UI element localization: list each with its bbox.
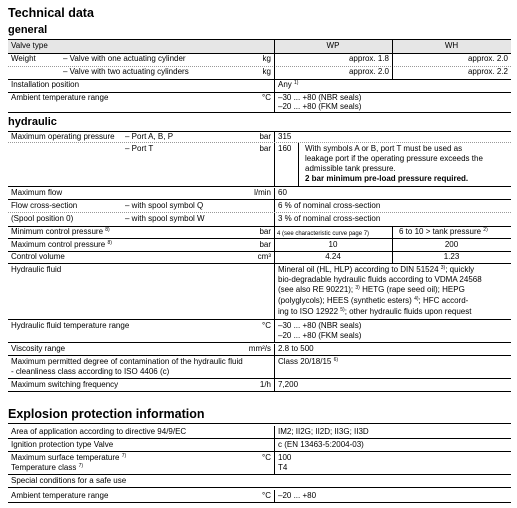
max-op-pressure-row-t: [8, 143, 511, 187]
ignition-value: c (EN 13463-5:2004-03): [278, 440, 364, 449]
port-t-label: – Port T: [125, 144, 154, 153]
viscosity-row: [8, 344, 511, 356]
footnote-ref: 8): [105, 227, 110, 233]
pressure-abp-value: 315: [278, 132, 292, 141]
area-application-row: [8, 426, 511, 439]
max-flow-label: Maximum flow: [11, 188, 63, 197]
explosion-ambient-label: Ambient temperature range: [11, 491, 109, 500]
unit-deg-c: °C: [262, 491, 271, 500]
port-abp-label: – Port A, B, P: [125, 132, 174, 141]
viscosity-value: 2.8 to 500: [278, 344, 314, 353]
unit-deg-c: °C: [262, 321, 271, 330]
spool-w-value: 3 % of nominal cross-section: [278, 214, 381, 223]
switching-frequency-row: [8, 379, 511, 392]
weight-wp-one: approx. 1.8: [348, 54, 389, 63]
control-volume-wp: 4.24: [325, 252, 341, 261]
unit-bar: bar: [259, 132, 271, 141]
fluid-line-3: (see also RE 90221);: [278, 285, 354, 294]
max-control-wh: 200: [444, 240, 459, 249]
col-wp: WP: [326, 41, 340, 50]
fluid-line-5b: ; other hydraulic fluids upon request: [344, 307, 472, 316]
explosion-heading: Explosion protection information: [8, 407, 511, 424]
unit-bar: bar: [259, 227, 271, 236]
installation-label: Installation position: [11, 80, 80, 89]
special-conditions-row: [8, 475, 511, 488]
footnote-ref: 5): [340, 307, 345, 313]
spool-q-value: 6 % of nominal cross-section: [278, 201, 381, 210]
control-volume-wh: 1.23: [443, 252, 460, 261]
unit-kg: kg: [262, 54, 271, 63]
max-flow-row: [8, 188, 511, 200]
surface-temp-value: 100: [278, 453, 292, 462]
footnote-ref: 4): [414, 296, 419, 302]
port-t-note-2: leakage port if the operating pressure exceeds the: [305, 154, 483, 163]
fluid-line-3b: HETG (rape seed oil): [362, 285, 438, 294]
unit-bar: bar: [259, 144, 271, 153]
weight-two-label: – Valve with two actuating cylinders: [63, 67, 189, 76]
min-control-wp: 4 (see characteristic curve page 7): [277, 231, 370, 237]
hydraulic-heading: hydraulic: [8, 116, 511, 132]
fluid-temp-fkm: –20 ... +80 (FKM seals): [278, 331, 362, 340]
special-conditions-label: Special conditions for a safe use: [11, 476, 127, 485]
max-op-pressure-row-abp: [8, 132, 511, 143]
installation-value: Any: [278, 80, 292, 89]
footnote-ref: 7): [78, 463, 84, 469]
footnote-ref: 2): [483, 227, 488, 233]
max-flow-value: 60: [278, 188, 287, 197]
area-application-value: IM2; II2G; II2D; II3G; II3D: [278, 427, 369, 436]
port-t-note-3: admissible tank pressure.: [305, 164, 396, 173]
ignition-label: Ignition protection type Valve: [11, 440, 114, 449]
ambient-temp-label: Ambient temperature range: [11, 93, 109, 102]
page-title: Technical data: [8, 6, 94, 20]
footnote-ref: 8): [107, 240, 112, 246]
min-control-pressure-label: Minimum control pressure: [11, 227, 104, 236]
max-control-pressure-label: Maximum control pressure: [11, 240, 106, 249]
spool-q-label: – with spool symbol Q: [125, 201, 204, 210]
fluid-line-4b: ; HEES (synthetic esters): [322, 296, 412, 305]
control-volume-label: Control volume: [11, 252, 65, 261]
col-wh: WH: [444, 41, 459, 50]
max-control-pressure-row: [8, 239, 511, 252]
unit-lmin: l/min: [254, 188, 271, 197]
footnote-ref: 3): [355, 285, 360, 291]
unit-kg: kg: [262, 67, 271, 76]
unit-cm3: cm³: [257, 252, 271, 261]
weight-wh-one: approx. 2.0: [467, 54, 508, 63]
valve-type-row: [8, 40, 511, 54]
hydraulic-fluid-label: Hydraulic fluid: [11, 265, 62, 274]
min-control-wh: 6 to 10 > tank pressure: [399, 227, 482, 236]
surface-temp-row: [8, 452, 511, 475]
valve-type-label: Valve type: [11, 41, 48, 50]
unit-bar: bar: [259, 240, 271, 249]
switching-frequency-value: 7,200: [278, 380, 299, 389]
ambient-nbr: –30 ... +80 (NBR seals): [278, 93, 362, 102]
temp-class-value: T4: [278, 463, 288, 472]
general-heading: general: [8, 24, 511, 40]
contamination-row: [8, 356, 511, 379]
area-application-label: Area of application according to directive 94/9/EC: [11, 427, 187, 436]
weight-wh-two: approx. 2.2: [467, 67, 508, 76]
contamination-label-1: Maximum permitted degree of contamination of the hydraulic fluid: [11, 357, 243, 366]
installation-row: [8, 79, 511, 93]
fluid-line-4: (polyglycols): [278, 296, 323, 305]
max-op-pressure-label: Maximum operating pressure: [11, 132, 115, 141]
surface-temp-label: Maximum surface temperature: [11, 453, 120, 462]
fluid-line-1: Mineral oil (HL, HLP) according to DIN 51524: [278, 265, 439, 274]
weight-row-two: [8, 66, 511, 80]
flow-cross-section-label: Flow cross-section: [11, 201, 78, 210]
footnote-ref: 3): [440, 265, 446, 271]
unit-mm2s: mm²/s: [248, 344, 271, 353]
weight-wp-two: approx. 2.0: [348, 67, 389, 76]
flow-cs-row-w: [8, 213, 511, 227]
viscosity-label: Viscosity range: [11, 344, 66, 353]
spool-position-label: (Spool position 0): [11, 214, 74, 223]
contamination-label-2: - cleanliness class according to ISO 4406 (c): [11, 367, 170, 376]
fluid-temp-nbr: –30 ... +80 (NBR seals): [278, 321, 362, 330]
flow-cs-row-q: [8, 200, 511, 213]
footnote-ref: 1): [294, 80, 299, 86]
weight-label: Weight: [11, 54, 36, 63]
weight-row-one: [8, 53, 511, 67]
fluid-line-1b: ; quickly: [445, 265, 475, 274]
footnote-ref: 6): [333, 357, 339, 363]
ignition-row: [8, 439, 511, 452]
fluid-temp-label: Hydraulic fluid temperature range: [11, 321, 130, 330]
ambient-fkm: –20 ... +80 (FKM seals): [278, 102, 362, 111]
contamination-value: Class 20/18/15: [278, 357, 332, 366]
temp-class-label: Temperature class: [11, 463, 77, 472]
fluid-line-4c: ; HFC accord-: [418, 296, 469, 305]
max-control-wp: 10: [328, 240, 338, 249]
min-control-pressure-row: [8, 227, 511, 239]
unit-deg-c: °C: [262, 453, 271, 462]
fluid-line-3c: ; HEPG: [437, 285, 465, 294]
fluid-line-5: ing to ISO 12922: [278, 307, 339, 316]
spool-w-label: – with spool symbol W: [125, 214, 205, 223]
explosion-ambient-value: –20 ... +80: [278, 491, 317, 500]
unit-per-hour: 1/h: [259, 380, 271, 389]
switching-frequency-label: Maximum switching frequency: [11, 380, 119, 389]
port-t-note-1: With symbols A or B, port T must be used as: [305, 144, 463, 153]
ambient-temp-row: [8, 92, 511, 113]
control-volume-row: [8, 252, 511, 264]
port-t-note-4: 2 bar minimum pre-load pressure required.: [305, 174, 469, 183]
hydraulic-fluid-row: [8, 264, 511, 320]
fluid-temp-row: [8, 320, 511, 343]
explosion-ambient-row: [8, 490, 511, 503]
fluid-line-2: bio-degradable hydraulic fluids according to VDMA 24568: [278, 275, 482, 284]
unit-deg-c: °C: [262, 93, 271, 102]
pressure-t-value: 160: [278, 144, 292, 153]
weight-one-label: – Valve with one actuating cylinder: [63, 54, 186, 63]
footnote-ref: 7): [121, 453, 127, 459]
